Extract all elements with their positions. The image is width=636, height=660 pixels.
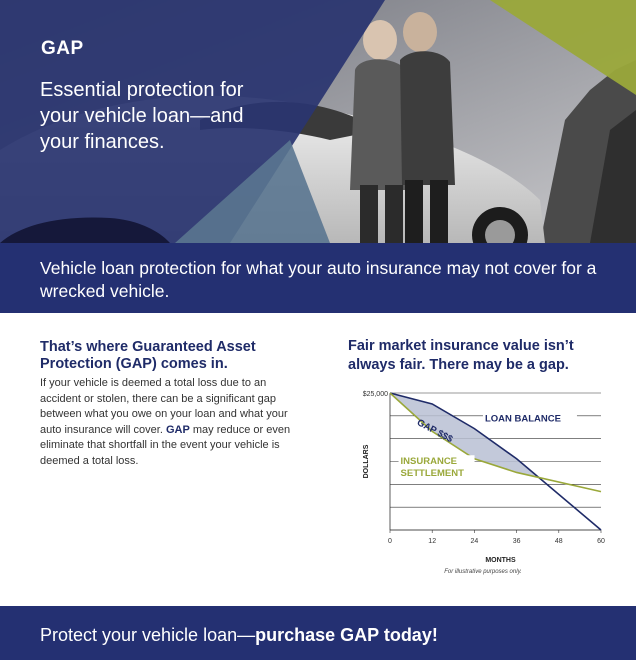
chart-annotation-loan-balance: LOAN BALANCE [484,413,561,425]
chart-x-tick-label: 48 [554,538,563,545]
intro-heading: That’s where Guaranteed Asset Protection (GAP) comes in. [40,339,256,372]
chart-section [348,337,618,587]
intro-body-part2: may reduce or even eliminate that shortfall in the event your vehicle is deemed a total loss. [40,423,291,467]
chart-x-tick-label: 24 [470,538,479,545]
hero-brand-title: GAP [41,38,84,59]
chart-x-tick-label: 12 [428,538,437,545]
intro-section [40,339,310,470]
chart-y-axis-label: DOLLARS [363,444,370,479]
footer-cta-text [40,625,438,646]
intro-body-bold: GAP [165,423,190,436]
subheading-text: Vehicle loan protection for what your auto insurance may not cover for a wrecked vehicle. [40,258,597,301]
intro-body [40,376,310,470]
chart-x-tick-label: 0 [388,538,392,545]
chart-x-tick-label: 60 [597,538,605,545]
hero-tagline: Essential protection for your vehicle loan—and your finances. [40,79,244,153]
intro-body-part1: If your vehicle is deemed a total loss due to an accident or stolen, there can be a significant gap between what you owe on your loan and what your auto insurance will cover. [40,377,288,436]
chart-annotation-gap: GAP $$$ [414,417,455,446]
footer-text-plain: Protect your vehicle loan— [40,625,256,645]
chart-x-tick-label: 36 [512,538,521,545]
chart-y-tick-label: $25,000 [362,391,388,398]
chart-annotation-insurance: INSURANCE [400,456,458,468]
chart-annotation-settlement: SETTLEMENT [400,468,464,480]
gap-chart [348,380,618,570]
subheading-banner [0,243,636,313]
chart-x-axis-label: MONTHS [485,557,516,564]
footer-cta-banner [0,606,636,660]
chart-footnote: For illustrative purposes only. [444,569,522,575]
hero-section [0,0,636,243]
chart-heading: Fair market insurance value isn’t always fair. There may be a gap. [348,338,574,373]
footer-text-bold: purchase GAP today! [255,625,438,645]
